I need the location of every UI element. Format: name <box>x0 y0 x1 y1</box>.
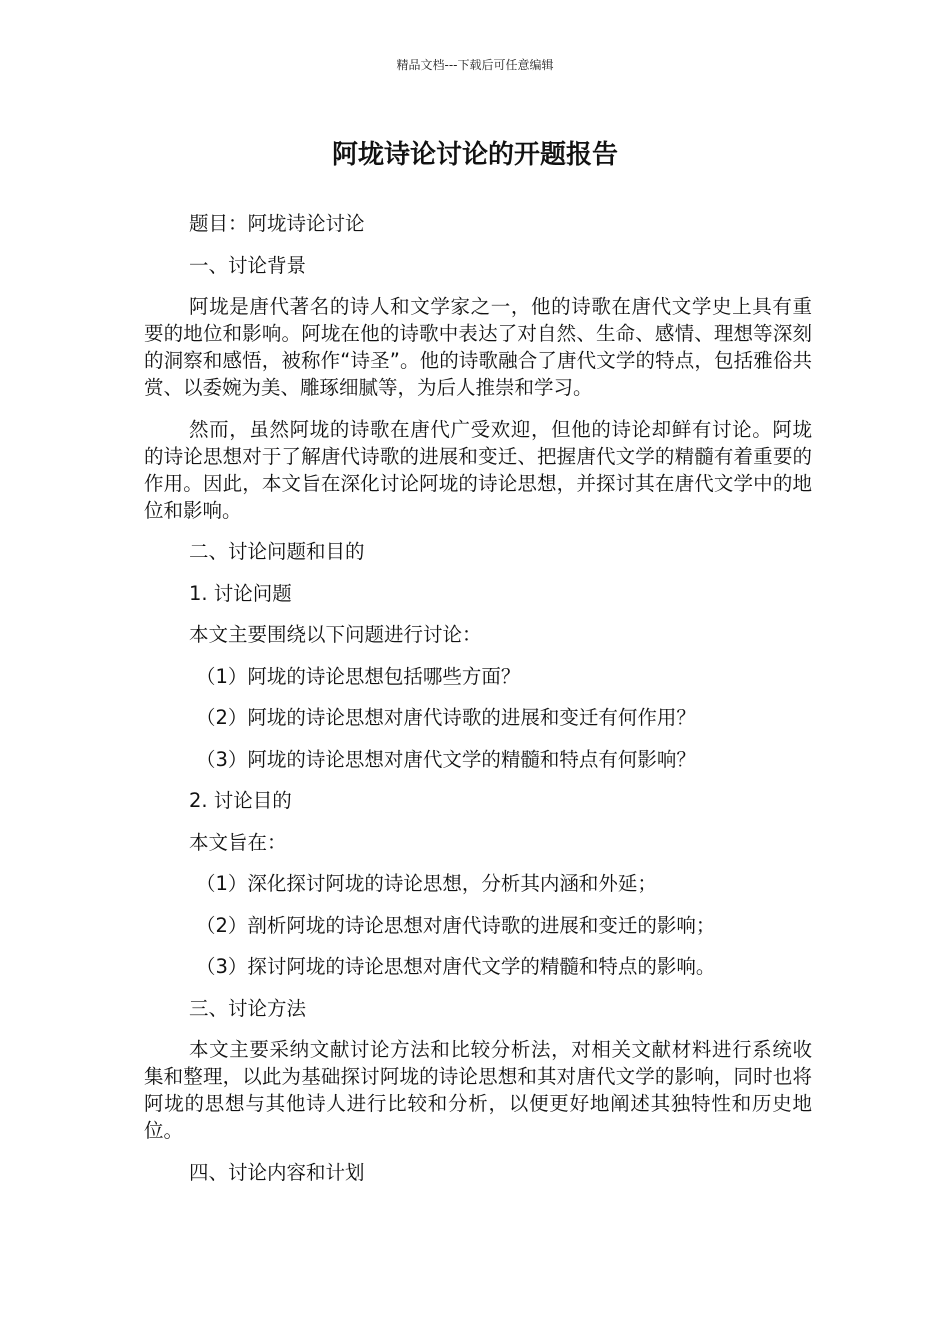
background-paragraph-2: 然而，虽然阿垅的诗歌在唐代广受欢迎，但他的诗论却鲜有讨论。阿垅的诗论思想对于了解唐代诗歌的进展和变迁、把握唐代文学的精髓有着重要的作用。因此，本文旨在深化讨论阿垅的诗论思想，并探讨其在唐代文学中的地位和影响。 <box>144 417 812 522</box>
section-heading-methods: 三、讨论方法 <box>189 996 307 1020</box>
aims-intro: 本文旨在： <box>189 830 287 854</box>
section-heading-background: 一、讨论背景 <box>189 253 307 277</box>
section-heading-questions-aims: 二、讨论问题和目的 <box>189 540 365 563</box>
topic-line: 题目：阿垅诗论讨论 <box>189 212 365 235</box>
subheading-questions: 1. 讨论问题 <box>189 581 292 605</box>
aim-item: （3）探讨阿垅的诗论思想对唐代文学的精髓和特点的影响。 <box>196 955 716 978</box>
questions-intro: 本文主要围绕以下问题进行讨论： <box>189 623 482 646</box>
subheading-aims: 2. 讨论目的 <box>189 789 292 812</box>
question-item: （2）阿垅的诗论思想对唐代诗歌的进展和变迁有何作用？ <box>196 706 696 729</box>
document-title: 阿垅诗论讨论的开题报告 <box>331 140 618 170</box>
aim-item: （1）深化探讨阿垅的诗论思想，分析其内涵和外延； <box>196 872 657 895</box>
background-paragraph-1: 阿垅是唐代著名的诗人和文学家之一，他的诗歌在唐代文学史上具有重要的地位和影响。阿垅在他的诗歌中表达了对自然、生命、感情、理想等深刻的洞察和感悟，被称作“诗圣”。他的诗歌融合了唐代文学的特点，包括雅俗共赏、以委婉为美、雕琢细腻等，为后人推崇和学习。 <box>144 295 812 399</box>
question-item: （3）阿垅的诗论思想对唐代文学的精髓和特点有何影响？ <box>196 747 696 771</box>
question-item: （1）阿垅的诗论思想包括哪些方面？ <box>196 664 521 688</box>
document-body <box>144 210 812 1200</box>
header-note: 精品文档---下载后可任意编辑 <box>396 58 554 72</box>
methods-paragraph: 本文主要采纳文献讨论方法和比较分析法，对相关文献材料进行系统收集和整理，以此为基础探讨阿垅的诗论思想和其对唐代文学的影响，同时也将阿垅的思想与其他诗人进行比较和分析，以便更好地阐述其独特性和历史地位。 <box>144 1038 812 1142</box>
section-heading-content-plan: 四、讨论内容和计划 <box>189 1160 365 1184</box>
aim-item: （2）剖析阿垅的诗论思想对唐代诗歌的进展和变迁的影响； <box>196 913 716 937</box>
